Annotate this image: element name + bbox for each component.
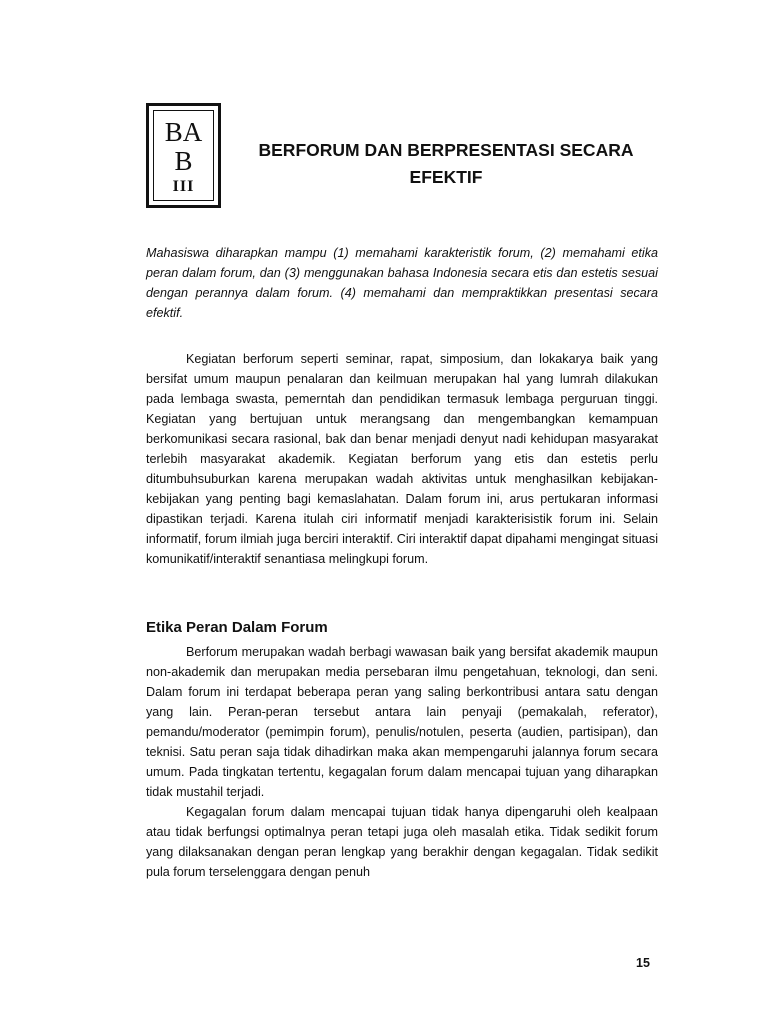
section-heading: Etika Peran Dalam Forum	[146, 619, 328, 636]
chapter-title: BERFORUM DAN BERPRESENTASI SECARA EFEKTIF	[258, 140, 634, 187]
paragraph: Kegagalan forum dalam mencapai tujuan tidak hanya dipengaruhi oleh kealpaan atau tidak berfungsi optimalnya peran tetapi juga oleh masalah etika. Tidak sedikit forum yang dilaksanakan dengan peran lengkap yang berakhir dengan kegagalan. Tidak sedikit pula forum terselenggara dengan penuh	[146, 805, 658, 879]
learning-objectives	[146, 243, 658, 323]
body-section-2	[146, 642, 658, 882]
body-section-1	[146, 349, 658, 569]
page-number: 15	[636, 956, 650, 970]
paragraph: Berforum merupakan wadah berbagi wawasan baik yang bersifat akademik maupun non-akademik dan merupakan media persebaran ilmu pengetahuan, teknologi, dan seni. Dalam forum ini terdapat beberapa peran yang saling berkontribusi antara satu dengan yang lain. Peran-peran tersebut antara lain penyaji (pemakalah, referator), pemandu/moderator (pemimpin forum), penulis/notulen, peserta (audien, partisipan), dan teknisi. Satu peran saja tidak dihadirkan maka akan mempengaruhi jalannya forum secara umum. Pada tingkatan tertentu, kegagalan forum dalam mencapai tujuan yang diharapkan tidak mustahil terjadi.	[146, 645, 658, 799]
paragraph: Kegiatan berforum seperti seminar, rapat, simposium, dan lokakarya baik yang bersifat umum maupun penalaran dan keilmuan merupakan hal yang lumrah dilakukan pada lembaga swasta, pemerntah dan pendidikan termasuk lembaga perguruan tinggi. Kegiatan yang bertujuan untuk merangsang dan mengembangkan kemampuan berkomunikasi secara rasional, bak dan benar menjadi denyut nadi kehidupan masyarakat terlebih masyarakat akademik. Kegiatan berforum yang etis dan estetis perlu ditumbuhsuburkan karena merupakan wadah aktivitas untuk menghasilkan kebijakan-kebijakan yang penting bagi kemaslahatan. Dalam forum ini, arus pertukaran informasi dipastikan terjadi. Karena itulah ciri informatif menjadi karakterisistik forum ini. Selain informatif, forum ilmiah juga berciri interaktif. Ciri interaktif dapat dipahami mengingat situasi komunikatif/interaktif senantiasa melingkupi forum.	[146, 352, 658, 566]
chapter-badge-line2: B	[174, 146, 193, 176]
chapter-badge-inner	[153, 110, 214, 201]
chapter-badge	[146, 103, 221, 208]
intro-paragraph: Mahasiswa diharapkan mampu (1) memahami karakteristik forum, (2) memahami etika peran dalam forum, dan (3) menggunakan bahasa Indonesia secara etis dan estetis sesuai dengan perannya dalam forum. (4) memahami dan mempraktikkan presentasi secara efektif.	[146, 246, 658, 320]
chapter-badge-line3: III	[172, 178, 195, 195]
chapter-badge-line1: BA	[164, 117, 203, 147]
